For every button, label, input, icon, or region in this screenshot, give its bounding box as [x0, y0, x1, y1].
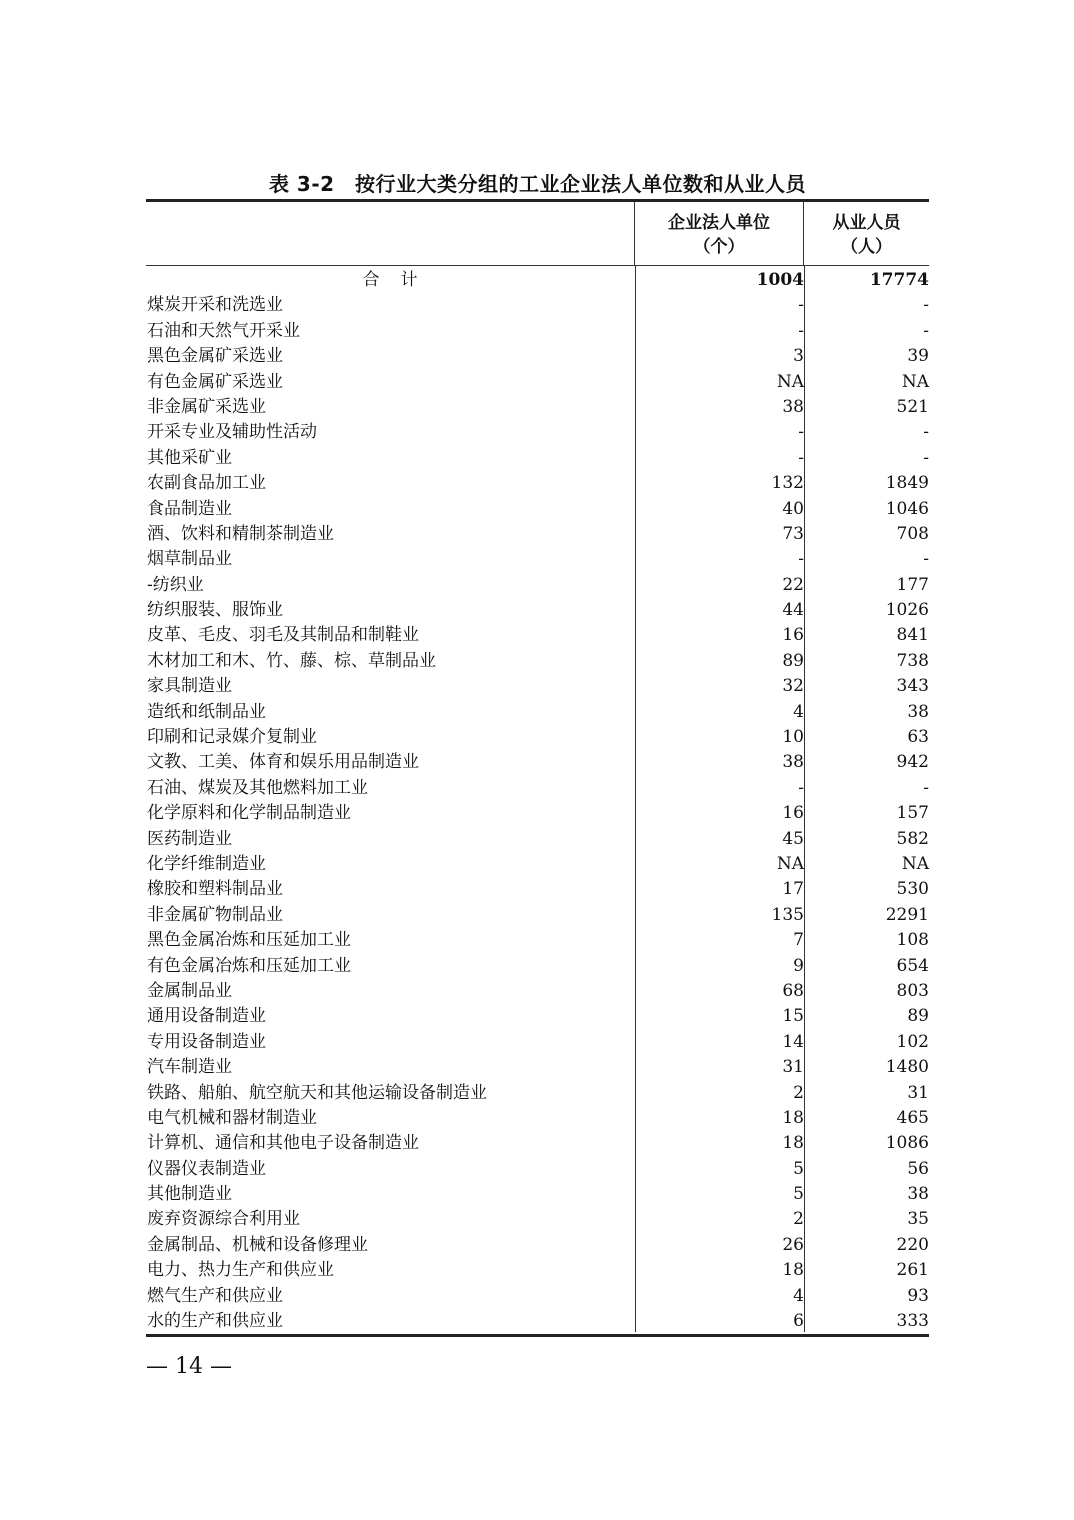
staff-value: - [923, 549, 929, 570]
table-row [146, 1231, 929, 1256]
table-header [146, 202, 929, 266]
staff-value: 841 [896, 625, 929, 646]
industry-name: 化学纤维制造业 [146, 850, 636, 875]
total-staff: 17774 [869, 270, 929, 290]
units-value: - [636, 444, 805, 469]
units-value: - [636, 545, 805, 570]
units-value: 16 [636, 621, 805, 646]
staff-value: 108 [896, 930, 929, 951]
staff-value: 102 [896, 1031, 929, 1052]
total-label: 合 计 [146, 266, 636, 291]
units-value: 132 [636, 469, 805, 494]
page-number: — 14 — [146, 1354, 232, 1379]
table-row [146, 748, 929, 773]
staff-value: 803 [896, 980, 929, 1001]
industry-name: 开采专业及辅助性活动 [146, 418, 636, 443]
industry-name: 电气机械和器材制造业 [146, 1104, 636, 1129]
industry-name: 非金属矿采选业 [146, 393, 636, 418]
table-row [146, 875, 929, 900]
industry-name: 汽车制造业 [146, 1053, 636, 1078]
staff-value: 654 [896, 955, 929, 976]
industry-name: 石油和天然气开采业 [146, 317, 636, 342]
total-row [146, 266, 929, 291]
units-value: 10 [636, 723, 805, 748]
header-industry-cell [146, 202, 635, 265]
units-value: NA [636, 368, 805, 393]
units-value: - [636, 317, 805, 342]
staff-value: 89 [907, 1006, 929, 1027]
staff-value: 2291 [885, 904, 929, 925]
header-units [635, 202, 804, 265]
units-value: NA [636, 850, 805, 875]
industry-name: 烟草制品业 [146, 545, 636, 570]
table-row [146, 1256, 929, 1281]
table-row [146, 901, 929, 926]
table-row [146, 926, 929, 951]
staff-value: - [923, 447, 929, 468]
table-row [146, 698, 929, 723]
table-row [146, 1079, 929, 1104]
units-value: 38 [636, 748, 805, 773]
units-value: 22 [636, 571, 805, 596]
staff-value: 93 [907, 1285, 929, 1306]
industry-name: 有色金属冶炼和压延加工业 [146, 952, 636, 977]
units-value: 26 [636, 1231, 805, 1256]
table-row [146, 1002, 929, 1027]
industry-name: 通用设备制造业 [146, 1002, 636, 1027]
units-value: 16 [636, 799, 805, 824]
table-row [146, 952, 929, 977]
industry-name: 水的生产和供应业 [146, 1307, 636, 1332]
table-row [146, 596, 929, 621]
table-row [146, 291, 929, 316]
staff-value: 38 [907, 1184, 929, 1205]
units-value: 18 [636, 1104, 805, 1129]
industry-name: 煤炭开采和洗选业 [146, 291, 636, 316]
units-value: 38 [636, 393, 805, 418]
units-value: 3 [636, 342, 805, 367]
table-row [146, 647, 929, 672]
staff-value: 38 [907, 701, 929, 722]
units-value: 135 [636, 901, 805, 926]
table-row [146, 571, 929, 596]
staff-value: - [923, 777, 929, 798]
units-value: 5 [636, 1180, 805, 1205]
staff-value: 220 [896, 1234, 929, 1255]
industry-name: 食品制造业 [146, 495, 636, 520]
units-value: 18 [636, 1256, 805, 1281]
units-value: 4 [636, 1282, 805, 1307]
staff-value: 521 [896, 396, 929, 417]
industry-name: 皮革、毛皮、羽毛及其制品和制鞋业 [146, 621, 636, 646]
industry-name: 有色金属矿采选业 [146, 368, 636, 393]
industry-name: 印刷和记录媒介复制业 [146, 723, 636, 748]
staff-value: 39 [907, 346, 929, 367]
table-row [146, 1129, 929, 1154]
industry-name: 黑色金属冶炼和压延加工业 [146, 926, 636, 951]
table-row [146, 621, 929, 646]
industry-name: 计算机、通信和其他电子设备制造业 [146, 1129, 636, 1154]
units-value: 2 [636, 1079, 805, 1104]
table-row [146, 368, 929, 393]
table-row [146, 1028, 929, 1053]
table-row [146, 1307, 929, 1332]
table-row [146, 444, 929, 469]
units-value: - [636, 774, 805, 799]
units-value: 32 [636, 672, 805, 697]
header-staff [804, 202, 929, 265]
industry-name: 黑色金属矿采选业 [146, 342, 636, 367]
staff-value: 343 [896, 676, 929, 697]
industry-name: 化学原料和化学制品制造业 [146, 799, 636, 824]
header-staff-unit: （人） [841, 237, 892, 257]
units-value: - [636, 418, 805, 443]
units-value: 45 [636, 825, 805, 850]
units-value: 6 [636, 1307, 805, 1332]
table-row [146, 672, 929, 697]
industry-name: 非金属矿物制品业 [146, 901, 636, 926]
units-value: 68 [636, 977, 805, 1002]
industry-name: 石油、煤炭及其他燃料加工业 [146, 774, 636, 799]
staff-value: 1480 [885, 1057, 929, 1078]
industry-name: 家具制造业 [146, 672, 636, 697]
staff-value: 261 [896, 1260, 929, 1281]
staff-value: 465 [896, 1107, 929, 1128]
industry-name: 橡胶和塑料制品业 [146, 875, 636, 900]
table-row [146, 977, 929, 1002]
table-row [146, 1180, 929, 1205]
units-value: 2 [636, 1205, 805, 1230]
table-row [146, 545, 929, 570]
staff-value: 942 [896, 752, 929, 773]
staff-value: 1849 [885, 473, 929, 494]
units-value: 89 [636, 647, 805, 672]
industry-name: 农副食品加工业 [146, 469, 636, 494]
units-value: 15 [636, 1002, 805, 1027]
industry-name: 金属制品业 [146, 977, 636, 1002]
units-value: 5 [636, 1155, 805, 1180]
industry-name: 电力、热力生产和供应业 [146, 1256, 636, 1281]
table-row [146, 1205, 929, 1230]
staff-value: NA [901, 371, 929, 392]
staff-value: - [923, 320, 929, 341]
staff-value: 177 [896, 574, 929, 595]
industry-name: 其他采矿业 [146, 444, 636, 469]
industry-name: 其他制造业 [146, 1180, 636, 1205]
staff-value: 738 [896, 650, 929, 671]
units-value: 7 [636, 926, 805, 951]
table-row [146, 317, 929, 342]
industry-name: 木材加工和木、竹、藤、棕、草制品业 [146, 647, 636, 672]
table-row [146, 520, 929, 545]
units-value: - [636, 291, 805, 316]
industry-name: 纺织服装、服饰业 [146, 596, 636, 621]
table-row [146, 1155, 929, 1180]
table-row [146, 469, 929, 494]
table-row [146, 723, 929, 748]
data-table [146, 199, 929, 1337]
table-row [146, 825, 929, 850]
staff-value: 1026 [885, 600, 929, 621]
table-row [146, 495, 929, 520]
units-value: 14 [636, 1028, 805, 1053]
staff-value: 157 [896, 803, 929, 824]
units-value: 40 [636, 495, 805, 520]
industry-name: 仪器仪表制造业 [146, 1155, 636, 1180]
staff-value: - [923, 295, 929, 316]
industry-name: 燃气生产和供应业 [146, 1282, 636, 1307]
total-units: 1004 [636, 266, 805, 291]
industry-name: 文教、工美、体育和娱乐用品制造业 [146, 748, 636, 773]
units-value: 73 [636, 520, 805, 545]
industry-name: 医药制造业 [146, 825, 636, 850]
industry-name: -纺织业 [146, 571, 636, 596]
header-units-unit: （个） [693, 237, 745, 257]
industry-name: 酒、饮料和精制茶制造业 [146, 520, 636, 545]
staff-value: 582 [896, 828, 929, 849]
industry-name: 金属制品、机械和设备修理业 [146, 1231, 636, 1256]
staff-value: 1046 [885, 498, 929, 519]
table-row [146, 393, 929, 418]
units-value: 17 [636, 875, 805, 900]
staff-value: 35 [907, 1209, 929, 1230]
industry-name: 废弃资源综合利用业 [146, 1205, 636, 1230]
table-row [146, 1104, 929, 1129]
table-title: 表 3-2 按行业大类分组的工业企业法人单位数和从业人员 [268, 172, 807, 196]
units-value: 31 [636, 1053, 805, 1078]
staff-value: - [923, 422, 929, 443]
units-value: 4 [636, 698, 805, 723]
table-body [146, 266, 929, 1334]
table-row [146, 774, 929, 799]
table-row [146, 1282, 929, 1307]
staff-value: 56 [907, 1158, 929, 1179]
units-value: 9 [636, 952, 805, 977]
staff-value: 333 [896, 1311, 929, 1332]
staff-value: 1086 [885, 1133, 929, 1154]
header-units-label: 企业法人单位 [668, 213, 770, 233]
table-row [146, 1053, 929, 1078]
units-value: 18 [636, 1129, 805, 1154]
industry-name: 造纸和纸制品业 [146, 698, 636, 723]
table-row [146, 418, 929, 443]
industry-name: 铁路、船舶、航空航天和其他运输设备制造业 [146, 1079, 636, 1104]
units-value: 44 [636, 596, 805, 621]
table-row [146, 799, 929, 824]
staff-value: 63 [907, 727, 929, 748]
header-staff-label: 从业人员 [832, 213, 901, 233]
table-row [146, 342, 929, 367]
staff-value: 530 [896, 879, 929, 900]
table-row [146, 850, 929, 875]
staff-value: 31 [907, 1082, 929, 1103]
staff-value: NA [901, 853, 929, 874]
staff-value: 708 [896, 523, 929, 544]
industry-name: 专用设备制造业 [146, 1028, 636, 1053]
